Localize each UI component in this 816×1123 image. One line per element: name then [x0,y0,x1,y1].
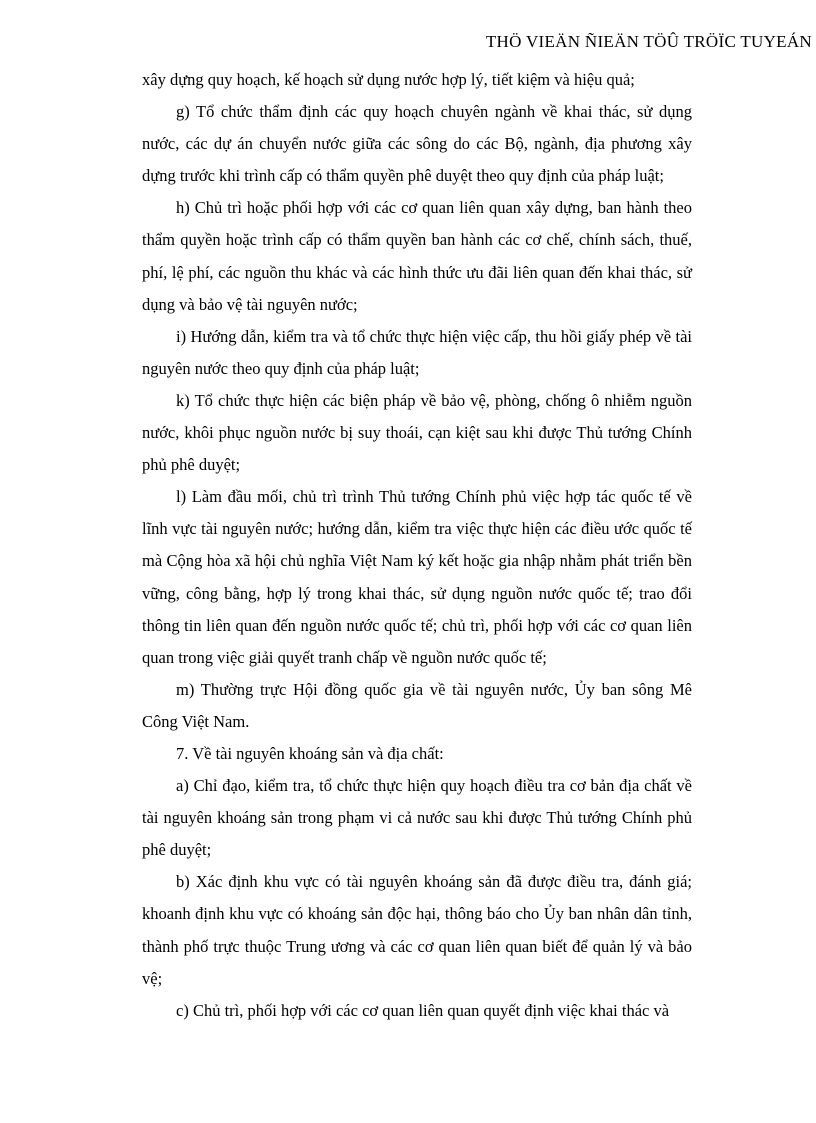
document-body [142,64,692,1027]
section-heading: 7. Về tài nguyên khoáng sản và địa chất: [176,743,444,763]
paragraph: h) Chủ trì hoặc phối hợp với các cơ quan liên quan xây dựng, ban hành theo thẩm quyền hoặc trình cấp có thẩm quyền ban hành các cơ chế, chính sách, thuế, phí, lệ phí, các nguồn thu khác và các hình thức ưu đãi liên quan đến khai thác, sử dụng và bảo vệ tài nguyên nước; [142,198,692,314]
paragraph: m) Thường trực Hội đồng quốc gia về tài nguyên nước, Ủy ban sông Mê Công Việt Nam. [142,679,692,731]
paragraph: g) Tổ chức thẩm định các quy hoạch chuyên ngành về khai thác, sử dụng nước, các dự án chuyển nước giữa các sông do các Bộ, ngành, địa phương xây dựng trước khi trình cấp có thẩm quyền phê duyệt theo quy định của pháp luật; [142,102,692,186]
paragraph: k) Tổ chức thực hiện các biện pháp về bảo vệ, phòng, chống ô nhiễm nguồn nước, khôi phục nguồn nước bị suy thoái, cạn kiệt sau khi được Thủ tướng Chính phủ phê duyệt; [142,390,692,475]
paragraph: i) Hướng dẫn, kiểm tra và tổ chức thực hiện việc cấp, thu hồi giấy phép về tài nguyên nước theo quy định của pháp luật; [142,326,692,378]
paragraph: a) Chỉ đạo, kiểm tra, tổ chức thực hiện quy hoạch điều tra cơ bản địa chất về tài nguyên khoáng sản trong phạm vi cả nước sau khi được Thủ tướng Chính phủ phê duyệt; [142,776,692,860]
paragraph: b) Xác định khu vực có tài nguyên khoáng sản đã được điều tra, đánh giá; khoanh định khu vực có khoáng sản độc hại, thông báo cho Ủy ban nhân dân tỉnh, thành phố trực thuộc Trung ương và các cơ quan liên quan biết để quản lý và bảo vệ; [142,872,692,988]
paragraph: xây dựng quy hoạch, kế hoạch sử dụng nước hợp lý, tiết kiệm và hiệu quả; [142,70,635,89]
paragraph: c) Chủ trì, phối hợp với các cơ quan liên quan quyết định việc khai thác và [176,1000,670,1020]
paragraph: l) Làm đầu mối, chủ trì trình Thủ tướng Chính phủ việc hợp tác quốc tế về lĩnh vực tài nguyên nước; hướng dẫn, kiểm tra việc thực hiện các điều ước quốc tế mà Cộng hòa xã hội chủ nghĩa Việt Nam ký kết hoặc gia nhập nhằm phát triển bền vững, công bằng, hợp lý trong khai thác, sử dụng nguồn nước quốc tế; trao đổi thông tin liên quan đến nguồn nước quốc tế; chủ trì, phối hợp với các cơ quan liên quan trong việc giải quyết tranh chấp về nguồn nước quốc tế; [142,487,692,667]
library-header: THÖ VIEÄN ÑIEÄN TÖÛ TRÖÏC TUYEÁN [485,32,812,51]
